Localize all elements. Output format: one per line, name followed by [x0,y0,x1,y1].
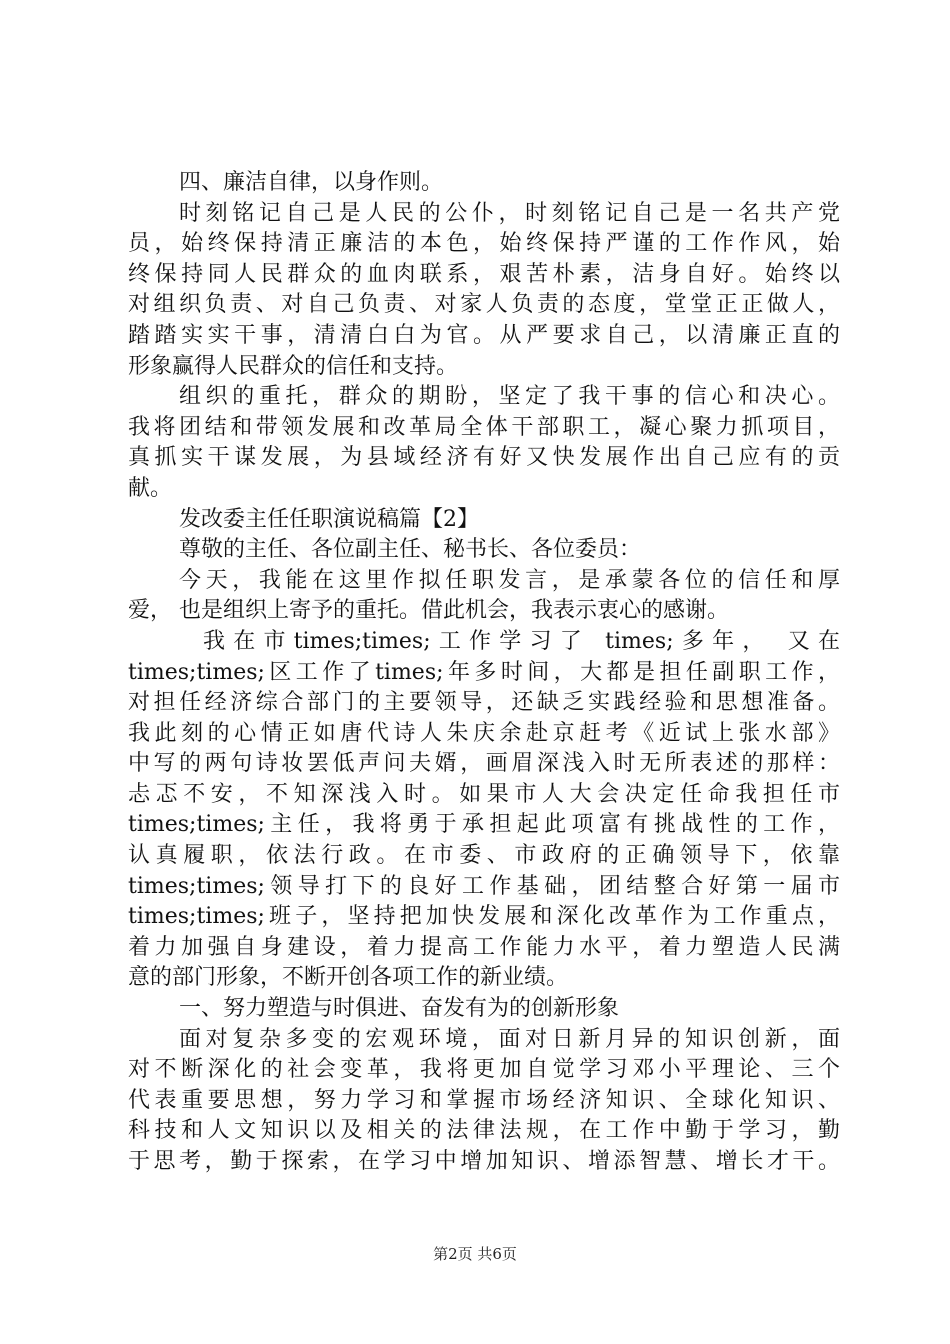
salutation: 尊敬的主任、各位副主任、秘书长、各位委员： [179,537,642,563]
paragraph-line: times;times;领导打下的良好工作基础，团结整合好第一届市 [128,873,840,899]
paragraph-line: 代表重要思想，努力学习和掌握市场经济知识、全球化知识、 [128,1087,840,1113]
paragraph-line: 中写的两句诗妆罢低声问夫婿，画眉深浅入时无所表述的那样： [128,751,840,777]
paragraph-line: 时刻铭记自己是人民的公仆，时刻铭记自己是一名共产党 [179,200,840,226]
paragraph-line: 今天，我能在这里作拟任职发言，是承蒙各位的信任和厚 [179,567,840,593]
paragraph-line: 爱， 也是组织上寄予的重托。借此机会，我表示衷心的感谢。 [128,598,729,624]
paragraph-line: 于思考，勤于探索，在学习中增加知识、增添智慧、增长才干。 [128,1149,840,1174]
paragraph-line: 形象赢得人民群众的信任和支持。 [128,353,459,379]
paragraph-line: 员，始终保持清正廉洁的本色，始终保持严谨的工作作风，始 [128,231,840,257]
section-title: 发改委主任任职演说稿篇【2】 [179,506,479,532]
paragraph-line: 我此刻的心情正如唐代诗人朱庆余赴京赶考《近试上张水部》 [128,720,840,746]
paragraph-line: 踏踏实实干事，清清白白为官。从严要求自己，以清廉正直的 [128,322,840,348]
page-number-footer: 第2页 共6页 [433,1245,517,1263]
paragraph-line: 我将团结和带领发展和改革局全体干部职工，凝心聚力抓项目， [128,414,840,440]
paragraph-line: 面对复杂多变的宏观环境，面对日新月异的知识创新，面 [179,1026,840,1052]
paragraph-line: 着力加强自身建设，着力提高工作能力水平，着力塑造人民满 [128,934,840,960]
paragraph-line: 对组织负责、对自己负责、对家人负责的态度，堂堂正正做人， [128,292,840,318]
paragraph-line: times;times;主任，我将勇于承担起此项富有挑战性的工作， [128,812,840,838]
paragraph-line: 我在市times;times;工作学习了 times;多年， 又在 [203,628,840,654]
paragraph-line: times;times;班子，坚持把加快发展和深化改革作为工作重点， [128,904,840,930]
paragraph-line: 对不断深化的社会变革，我将更加自觉学习邓小平理论、三个 [128,1057,840,1083]
paragraph-line: 对担任经济综合部门的主要领导，还缺乏实践经验和思想准备。 [128,690,840,716]
paragraph-line: 组织的重托，群众的期盼，坚定了我干事的信心和决心。 [179,384,840,410]
paragraph-line: 忐忑不安，不知深浅入时。如果市人大会决定任命我担任市 [128,781,840,807]
document-body [128,168,840,1178]
paragraph-line: times;times;区工作了times;年多时间，大都是担任副职工作， [128,659,840,685]
paragraph-line: 献。 [128,475,173,501]
section-heading: 一、努力塑造与时俱进、奋发有为的创新形象 [179,996,620,1022]
paragraph-line: 真抓实干谋发展，为县域经济有好又快发展作出自己应有的贡 [128,445,840,471]
paragraph-line: 认真履职，依法行政。在市委、市政府的正确领导下，依靠 [128,843,840,869]
section-heading: 四、廉洁自律，以身作则。 [179,170,444,195]
paragraph-line: 科技和人文知识以及相关的法律法规，在工作中勤于学习，勤 [128,1118,840,1144]
paragraph-line: 意的部门形象，不断开创各项工作的新业绩。 [128,965,569,991]
paragraph-line: 终保持同人民群众的血肉联系，艰苦朴素，洁身自好。始终以 [128,261,840,287]
